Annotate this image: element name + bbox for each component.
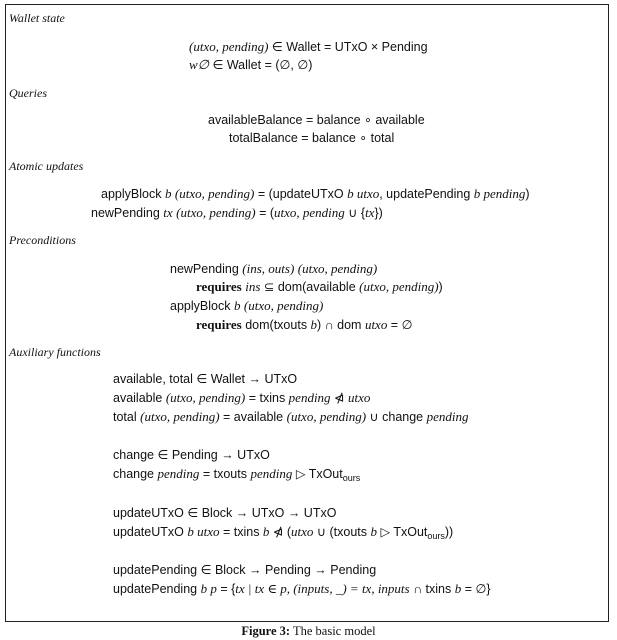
new-pending-update: newPending tx (utxo, pending) = (utxo, pending ∪ {tx}) xyxy=(91,205,383,220)
section-title-auxiliary-functions: Auxiliary functions xyxy=(9,345,101,359)
apply-block-precondition-head: applyBlock b (utxo, pending) xyxy=(170,298,324,313)
section-title-atomic-updates: Atomic updates xyxy=(9,159,84,173)
section-title-preconditions: Preconditions xyxy=(9,233,76,247)
update-pending-definition: updatePending b p = {tx | tx ∈ p, (inputs, _) = tx, inputs ∩ txins b = ∅} xyxy=(113,581,491,596)
new-pending-precondition-head: newPending (ins, outs) (utxo, pending) xyxy=(170,261,378,276)
total-definition: total (utxo, pending) = available (utxo, pending) ∪ change pending xyxy=(113,409,469,424)
empty-wallet-definition: w∅ ∈ Wallet = (∅, ∅) xyxy=(189,57,313,72)
available-balance-definition: availableBalance = balance ∘ available xyxy=(208,113,425,127)
change-definition: change pending = txouts pending ▷ TxOut$_{ours}$ xyxy=(113,466,361,483)
section-title-wallet-state: Wallet state xyxy=(9,11,65,25)
figure-caption: Figure 3: The basic model xyxy=(241,624,376,638)
available-total-signature: available, total ∈ Wallet → UTxO xyxy=(113,372,298,386)
total-balance-definition: totalBalance = balance ∘ total xyxy=(229,131,395,145)
figure-frame xyxy=(5,4,609,622)
apply-block-requires: requires dom(txouts b) ∩ dom utxo = ∅ xyxy=(196,317,413,332)
apply-block-update: applyBlock b (utxo, pending) = (updateUTxO b utxo, updatePending b pending) xyxy=(101,186,530,201)
update-pending-signature: updatePending ∈ Block → Pending → Pending xyxy=(113,563,377,577)
change-signature: change ∈ Pending → UTxO xyxy=(113,448,270,462)
available-definition: available (utxo, pending) = txins pending ⋪ utxo xyxy=(113,390,371,405)
section-title-queries: Queries xyxy=(9,86,47,100)
update-utxo-definition: updateUTxO b utxo = txins b ⋪ (utxo ∪ (txouts b ▷ TxOut$_{ours}$)) xyxy=(113,524,454,541)
update-utxo-signature: updateUTxO ∈ Block → UTxO → UTxO xyxy=(113,506,337,520)
new-pending-requires: requires ins ⊆ dom(available (utxo, pending)) xyxy=(196,279,443,294)
wallet-type-definition: (utxo, pending) ∈ Wallet = UTxO × Pending xyxy=(189,39,428,54)
